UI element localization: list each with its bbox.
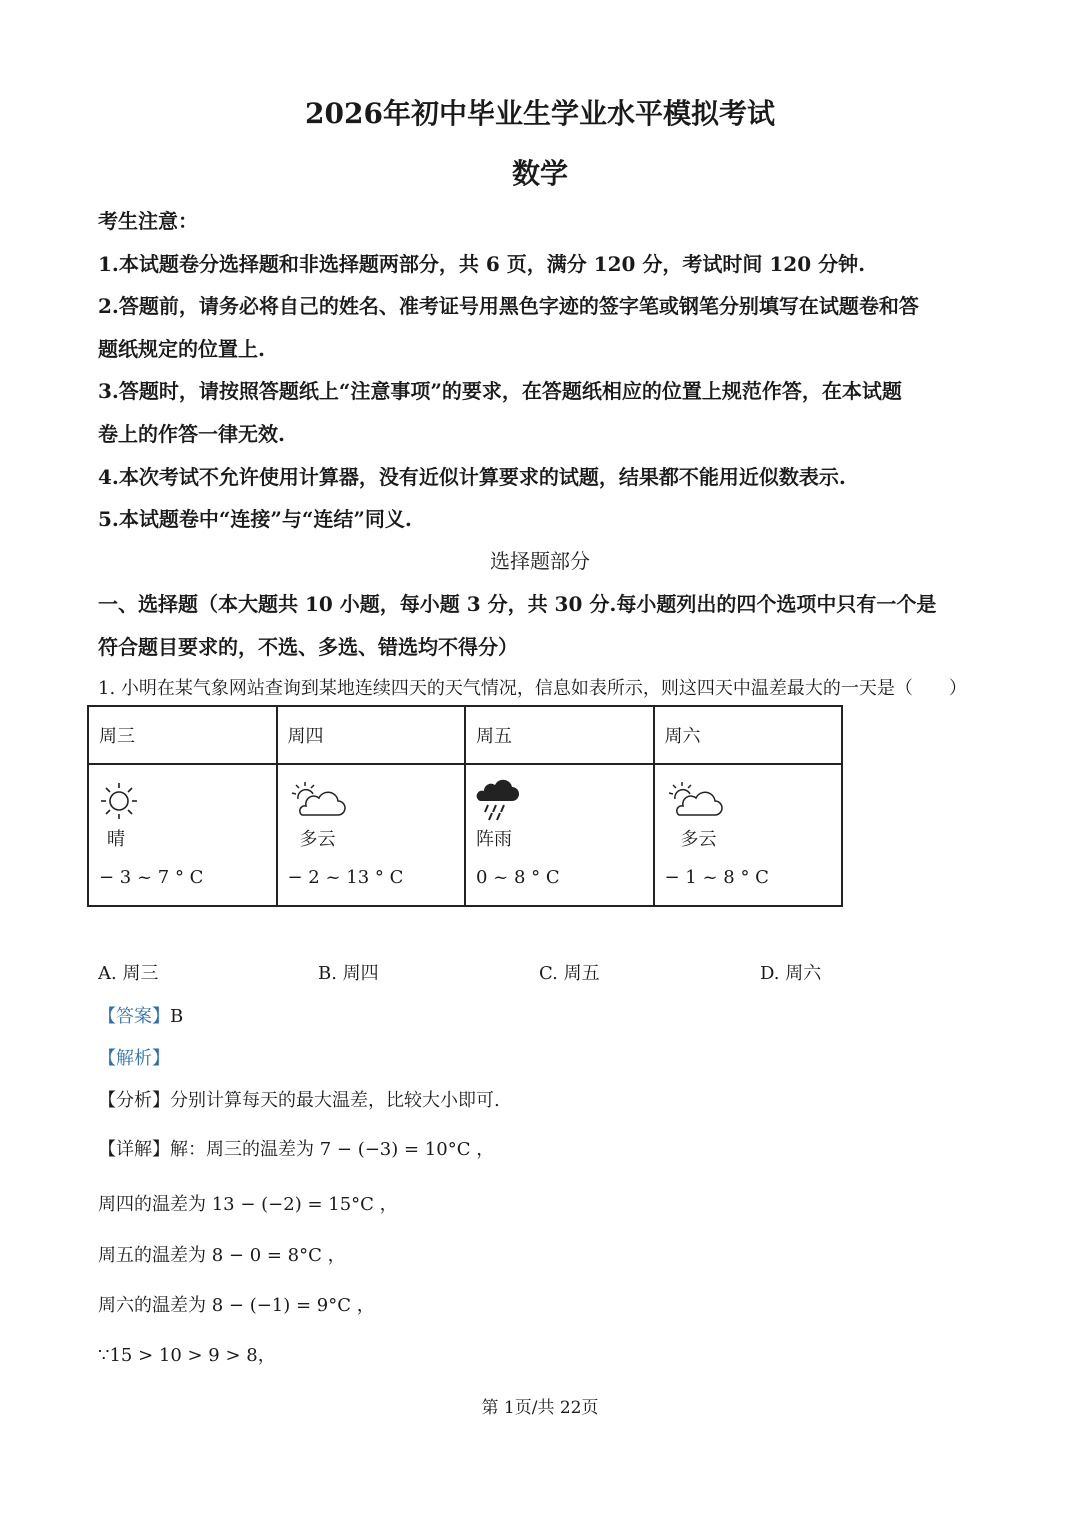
weather-cell [465, 764, 654, 906]
detail-line-2: 周四的温差为 13 − (−2) = 15°C ， [98, 1194, 398, 1215]
partly-cloudy-icon [665, 779, 725, 823]
weather-desc: 多云 [680, 829, 717, 850]
option-d: D. 周六 [760, 963, 822, 984]
page-footer: 第 1页/共 22页 [481, 1398, 599, 1418]
notice-item-5: 5.本试题卷中“连接”与“连结”同义. [98, 507, 412, 531]
sun-icon [99, 779, 159, 823]
detail-line-3: 周五的温差为 8 − 0 = 8°C ， [98, 1245, 346, 1266]
weather-desc: 阵雨 [476, 829, 512, 850]
analysis-label: 【解析】 [98, 1048, 170, 1069]
exam-subject: 数学 [511, 157, 568, 190]
notice-item-4: 4.本次考试不允许使用计算器，没有近似计算要求的试题，结果都不能用近似数表示. [98, 465, 846, 489]
notice-item-3-line-1: 3.答题时，请按照答题纸上“注意事项”的要求，在答题纸相应的位置上规范作答，在本试题 [98, 379, 902, 403]
weather-table-header-row [88, 706, 842, 764]
detail-text: 解：周三的温差为 7 − (−3) = 10°C ， [170, 1139, 495, 1160]
question-1-text: 1. 小明在某气象网站查询到某地连续四天的天气情况，信息如表所示，则这四天中温差最大的一天是（ ） [98, 678, 967, 699]
exam-title: 2026年初中毕业生学业水平模拟考试 [305, 97, 775, 130]
weather-table [87, 705, 843, 907]
fenxi-text: 分别计算每天的最大温差，比较大小即可. [170, 1090, 500, 1111]
section-title: 选择题部分 [490, 549, 590, 573]
notice-item-1: 1.本试题卷分选择题和非选择题两部分，共 6 页，满分 120 分，考试时间 120 分钟. [98, 252, 866, 276]
analysis-summary [98, 1086, 500, 1112]
weather-table-detail-row [88, 764, 842, 906]
day-cell: 周四 [277, 706, 466, 764]
temperature-range: − 3 ~ 7 ° C [99, 867, 204, 888]
detail-line-1 [98, 1135, 494, 1161]
weather-cell [654, 764, 843, 906]
answer-label: 【答案】 [98, 1006, 170, 1027]
notice-item-2-line-2: 题纸规定的位置上. [98, 337, 265, 361]
temperature-range: 0 ~ 8 ° C [476, 867, 560, 888]
part1-heading-line-2: 符合题目要求的，不选、多选、错选均不得分） [98, 635, 518, 659]
answer-line [98, 1002, 183, 1028]
notice-item-3-line-2: 卷上的作答一律无效. [98, 422, 285, 446]
weather-cell [88, 764, 277, 906]
weather-desc: 多云 [299, 829, 336, 850]
day-cell: 周六 [654, 706, 843, 764]
day-cell: 周五 [465, 706, 654, 764]
option-a: A. 周三 [98, 963, 159, 984]
temperature-range: − 2 ~ 13 ° C [287, 867, 404, 888]
notice-heading: 考生注意： [98, 209, 198, 233]
part1-heading-line-1: 一、选择题（本大题共 10 小题，每小题 3 分，共 30 分.每小题列出的四个选项中只有一个是 [98, 592, 937, 616]
detail-line-4: 周六的温差为 8 − (−1) = 9°C ， [98, 1295, 375, 1316]
option-c: C. 周五 [539, 963, 600, 984]
weather-cell [277, 764, 466, 906]
day-cell: 周三 [88, 706, 277, 764]
detail-label: 【详解】 [98, 1139, 170, 1160]
temperature-range: − 1 ~ 8 ° C [664, 867, 769, 888]
notice-item-2-line-1: 2.答题前，请务必将自己的姓名、准考证号用黑色字迹的签字笔或钢笔分别填写在试题卷和答 [98, 294, 919, 318]
option-b: B. 周四 [318, 963, 379, 984]
fenxi-label: 【分析】 [98, 1090, 170, 1111]
shower-icon [476, 779, 536, 823]
detail-line-5: ∵15 > 10 > 9 > 8， [98, 1345, 276, 1366]
weather-desc: 晴 [107, 829, 125, 850]
partly-cloudy-icon [288, 779, 348, 823]
answer-value: B [170, 1006, 184, 1027]
